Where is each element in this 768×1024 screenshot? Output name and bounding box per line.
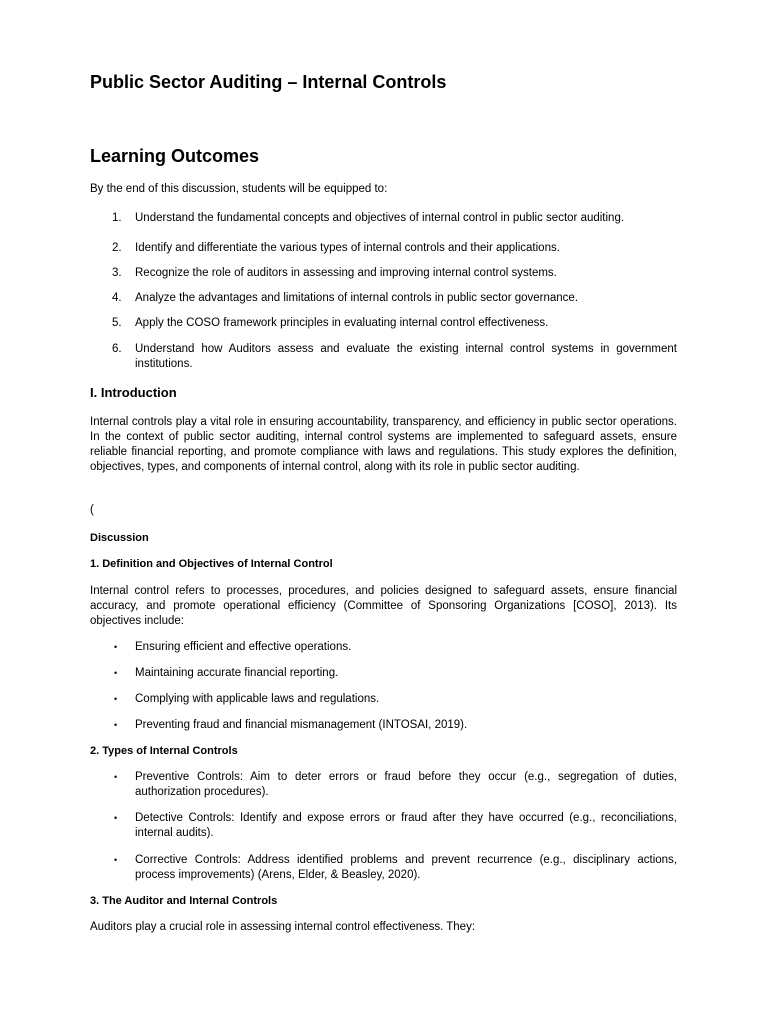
section-1-bullet-1 bbox=[90, 640, 677, 655]
section-1-body: Internal control refers to processes, procedures, and policies designed to safeguard assets, ensure financial accuracy, and promote operational efficiency (Committee of Sponsoring Organizations [COSO], 2013). Its objectives include: bbox=[90, 585, 677, 627]
document-title: Public Sector Auditing – Internal Controls bbox=[90, 72, 447, 92]
section-1-bullet-4 bbox=[90, 718, 677, 733]
bullet-text: Preventive Controls: Aim to deter errors or fraud before they occur (e.g., segregation of duties, authorization procedures). bbox=[135, 771, 677, 798]
list-item-text: Understand how Auditors assess and evaluate the existing internal control systems in government institutions. bbox=[135, 343, 677, 370]
outcome-item-1 bbox=[90, 211, 677, 226]
list-number: 3. bbox=[112, 267, 122, 279]
list-item-text: Identify and differentiate the various types of internal controls and their applications. bbox=[135, 242, 560, 254]
list-number: 1. bbox=[112, 212, 122, 224]
section-2-heading: 2. Types of Internal Controls bbox=[90, 745, 238, 757]
bullet-text: Complying with applicable laws and regulations. bbox=[135, 693, 380, 705]
bullet-glyph: • bbox=[114, 855, 118, 865]
bullet-glyph: • bbox=[114, 772, 118, 782]
list-number: 2. bbox=[112, 242, 122, 254]
bullet-glyph: • bbox=[114, 720, 118, 730]
outcome-item-2 bbox=[90, 241, 677, 256]
bullet-text: Maintaining accurate financial reporting. bbox=[135, 667, 339, 679]
introduction-body: Internal controls play a vital role in ensuring accountability, transparency, and efficiency in public sector operations. In the context of public sector auditing, internal control systems are implemented to safeguard assets, ensure reliable financial reporting, and promote compliance with laws and regulations. This study explores the definition, objectives, types, and components of internal control, along with its role in public sector auditing. bbox=[90, 416, 677, 473]
list-item-text: Analyze the advantages and limitations of internal controls in public sector governance. bbox=[135, 292, 579, 304]
bullet-text: Detective Controls: Identify and expose errors or fraud after they have occurred (e.g., reconciliations, internal audits). bbox=[135, 812, 677, 839]
list-number: 4. bbox=[112, 292, 122, 304]
learning-outcomes-intro: By the end of this discussion, students will be equipped to: bbox=[90, 183, 388, 195]
list-item-text: Recognize the role of auditors in assessing and improving internal control systems. bbox=[135, 267, 557, 279]
bullet-glyph: • bbox=[114, 694, 118, 704]
bullet-glyph: • bbox=[114, 813, 118, 823]
outcome-item-4 bbox=[90, 291, 677, 306]
section-1-bullet-2 bbox=[90, 666, 677, 681]
bullet-glyph: • bbox=[114, 668, 118, 678]
learning-outcomes-heading: Learning Outcomes bbox=[90, 146, 260, 166]
section-3-body: Auditors play a crucial role in assessing internal control effectiveness. They: bbox=[90, 921, 476, 933]
bullet-text: Ensuring efficient and effective operations. bbox=[135, 641, 352, 653]
stray-character: ( bbox=[90, 504, 94, 516]
bullet-text: Preventing fraud and financial mismanagement (INTOSAI, 2019). bbox=[135, 719, 468, 731]
section-2-bullet-1 bbox=[90, 770, 677, 800]
outcome-item-6 bbox=[90, 342, 677, 372]
section-2-bullet-2 bbox=[90, 811, 677, 841]
bullet-glyph: • bbox=[114, 642, 118, 652]
introduction-heading: I. Introduction bbox=[90, 385, 177, 400]
section-2-bullet-3 bbox=[90, 853, 677, 883]
section-3-heading: 3. The Auditor and Internal Controls bbox=[90, 895, 278, 907]
list-number: 5. bbox=[112, 317, 122, 329]
list-number: 6. bbox=[112, 343, 122, 355]
list-item-text: Understand the fundamental concepts and objectives of internal control in public sector auditing. bbox=[135, 212, 625, 224]
bullet-text: Corrective Controls: Address identified problems and prevent recurrence (e.g., disciplinary actions, process improvements) (Arens, Elder, & Beasley, 2020). bbox=[135, 854, 677, 881]
outcome-item-5 bbox=[90, 316, 677, 331]
discussion-heading: Discussion bbox=[90, 532, 149, 544]
outcome-item-3 bbox=[90, 266, 677, 281]
section-1-bullet-3 bbox=[90, 692, 677, 707]
list-item-text: Apply the COSO framework principles in evaluating internal control effectiveness. bbox=[135, 317, 549, 329]
section-1-heading: 1. Definition and Objectives of Internal Control bbox=[90, 558, 333, 570]
